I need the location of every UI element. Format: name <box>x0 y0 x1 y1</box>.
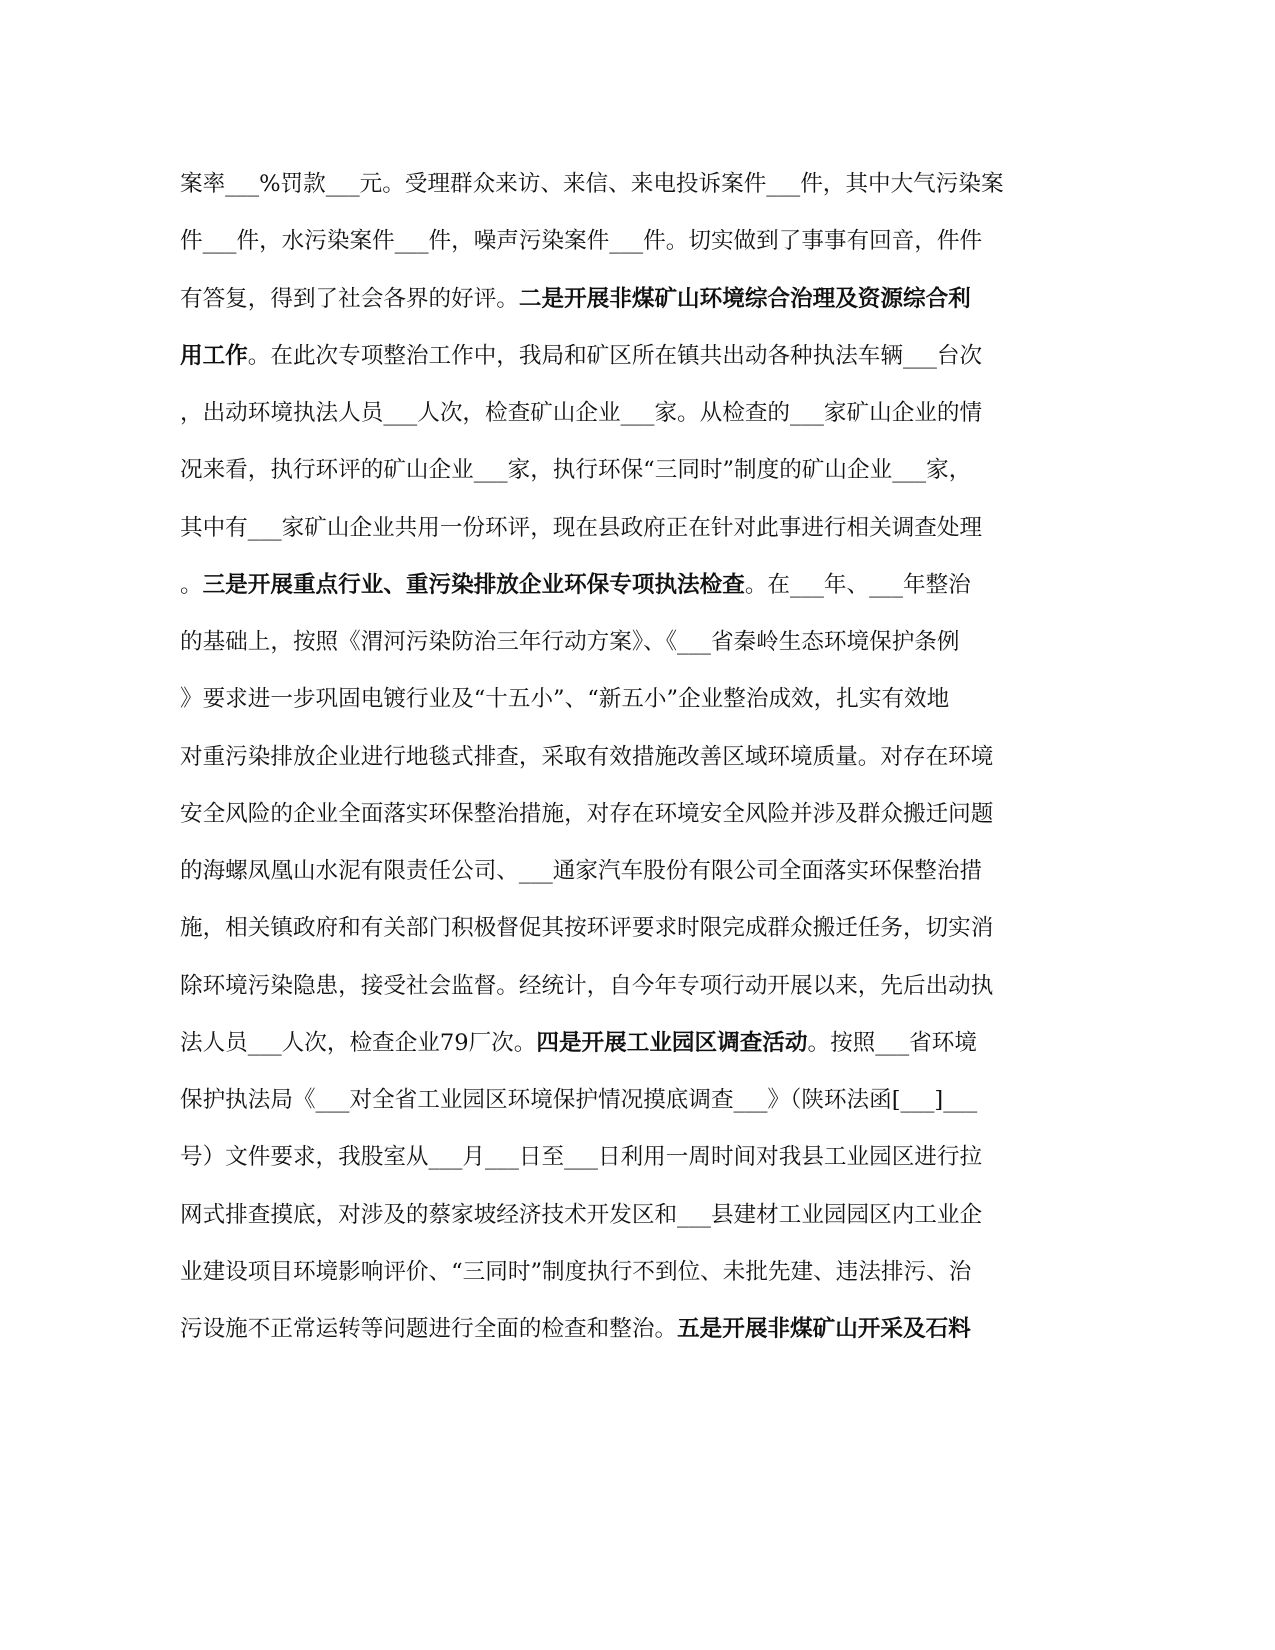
text-run: 施，相关镇政府和有关部门积极督促其按环评要求时限完成群众搬迁任务，切实消 <box>180 915 994 942</box>
text-run: 件___件，水污染案件___件，噪声污染案件___件。切实做到了事事有回音，件件 <box>180 228 983 255</box>
text-run: 安全风险的企业全面落实环保整治措施，对存在环境安全风险并涉及群众搬迁问题 <box>180 800 994 827</box>
text-line <box>180 1021 1040 1078</box>
text-line <box>180 391 1040 448</box>
text-line <box>180 334 1040 391</box>
text-run: 的基础上，按照《渭河污染防治三年行动方案》、《___省秦岭生态环境保护条例 <box>180 629 960 655</box>
bold-heading-run: 五是开展非煤矿山开采及石料 <box>677 1316 971 1342</box>
text-line <box>180 1250 1040 1307</box>
bold-heading-run: 三是开展重点行业、重污染排放企业环保专项执法检查 <box>202 571 745 598</box>
text-run: 其中有___家矿山企业共用一份环评，现在县政府正在针对此事进行相关调查处理 <box>180 514 983 541</box>
text-run: 除环境污染隐患，接受社会监督。经统计，自今年专项行动开展以来，先后出动执 <box>180 972 994 999</box>
text-run: 保护执法局《___对全省工业园区环境保护情况摸底调查___》（陕环法函[___]___ <box>180 1087 978 1113</box>
text-run: 况来看，执行环评的矿山企业___家，执行环保“三同时”制度的矿山企业___家， <box>180 457 972 484</box>
bold-heading-run: 用工作 <box>180 342 248 369</box>
text-line <box>180 1193 1040 1250</box>
text-line <box>180 162 1040 219</box>
text-run: 。按照___省环境 <box>807 1029 977 1056</box>
bold-heading-run: 四是开展工业园区调查活动 <box>536 1029 808 1056</box>
text-line <box>180 563 1040 620</box>
body-paragraph <box>180 162 1040 1364</box>
text-line <box>180 1135 1040 1192</box>
text-line <box>180 849 1040 906</box>
text-line <box>180 792 1040 849</box>
text-run: ，出动环境执法人员___人次，检查矿山企业___家。从检查的___家矿山企业的情 <box>180 400 983 426</box>
text-line <box>180 964 1040 1021</box>
text-run: 的海螺凤凰山水泥有限责任公司、___通家汽车股份有限公司全面落实环保整治措 <box>180 858 983 884</box>
text-line <box>180 277 1040 334</box>
text-line <box>180 906 1040 963</box>
text-line <box>180 219 1040 276</box>
text-line <box>180 1078 1040 1135</box>
text-run: 污设施不正常运转等问题进行全面的检查和整治。 <box>180 1316 678 1342</box>
text-line <box>180 506 1040 563</box>
text-run: 案率___%罚款___元。受理群众来访、来信、来电投诉案件___件，其中大气污染案 <box>180 171 1004 197</box>
text-run: 网式排查摸底，对涉及的蔡家坡经济技术开发区和___县建材工业园园区内工业企 <box>180 1201 983 1228</box>
text-run: 业建设项目环境影响评价、“三同时”制度执行不到位、未批先建、违法排污、治 <box>180 1258 972 1285</box>
text-run: 号）文件要求，我股室从___月___日至___日利用一周时间对我县工业园区进行拉 <box>180 1144 983 1171</box>
text-run: 法人员___人次，检查企业79厂次。 <box>180 1029 537 1056</box>
text-line <box>180 677 1040 734</box>
text-line <box>180 1307 1040 1364</box>
bold-heading-run: 二是开展非煤矿山环境综合治理及资源综合利 <box>518 285 971 312</box>
text-run: 。 <box>180 571 203 598</box>
text-line <box>180 448 1040 505</box>
text-run: 有答复，得到了社会各界的好评。 <box>180 285 519 312</box>
text-run: 。在此次专项整治工作中，我局和矿区所在镇共出动各种执法车辆___台次 <box>247 342 983 369</box>
text-line <box>180 735 1040 792</box>
text-run: 》要求进一步巩固电镀行业及“十五小”、“新五小”企业整治成效，扎实有效地 <box>180 686 950 713</box>
text-line <box>180 620 1040 677</box>
text-run: 对重污染排放企业进行地毯式排查，采取有效措施改善区域环境质量。对存在环境 <box>180 743 994 770</box>
text-run: 。在___年、___年整治 <box>744 571 971 598</box>
